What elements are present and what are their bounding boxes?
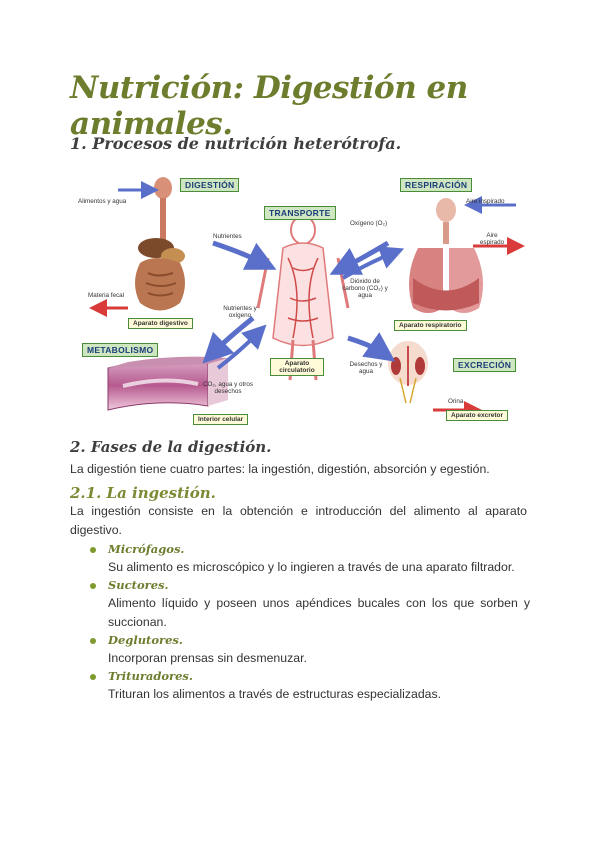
list-item-term: Deglutores. [108, 633, 183, 647]
list-item-desc: Alimento líquido y poseen unos apéndices bucales con los que sorben y succionan. [108, 596, 530, 629]
note-co2-agua: CO₂, agua y otros desechos [202, 381, 254, 395]
section-2-1-heading: 2.1. La ingestión. [70, 484, 216, 502]
note-materia-fecal: Materia fecal [88, 292, 125, 299]
list-item-desc: Su alimento es microscópico y lo ingieren a través de una aparato filtrador. [108, 560, 515, 574]
note-oxigeno: Oxígeno (O₂) [350, 220, 388, 227]
list-item-desc: Incorporan prensas sin desmenuzar. [108, 651, 307, 665]
excretory-system-figure [388, 341, 428, 403]
note-dioxido: Dióxido de carbono (CO₂) y agua [342, 278, 388, 299]
section-1-heading: 1. Procesos de nutrición heterótrofa. [70, 134, 402, 153]
note-nutrientes-oxigeno: Nutrientes y oxígeno [223, 305, 257, 319]
arrow-nutrients-oxygen [213, 318, 253, 353]
section-2-heading: 2. Fases de la digestión. [70, 438, 272, 456]
box-digestion: DIGESTIÓN [180, 178, 239, 192]
note-alimentos: Alimentos y agua [78, 198, 127, 205]
section-2-1-text: La ingestión consiste en la obtención e introducción del alimento al aparato digestivo. [70, 504, 527, 537]
note-aire-inspirado: Aire inspirado [466, 198, 505, 205]
list-item-term: Trituradores. [108, 669, 193, 683]
box-respiracion: RESPIRACIÓN [400, 178, 472, 192]
page-title: Nutrición: Digestión en animales. [70, 70, 468, 142]
label-aparato-circulatorio: Aparato circulatorio [270, 358, 324, 376]
list-item [90, 577, 530, 632]
list-item [90, 541, 530, 577]
arrow-nutrients [213, 243, 263, 263]
bullet-icon [90, 583, 96, 589]
note-nutrientes: Nutrientes [213, 233, 242, 240]
list-item [90, 668, 530, 704]
list-item-desc: Trituran los alimentos a través de estructuras especializadas. [108, 687, 442, 701]
label-aparato-respiratorio: Aparato respiratorio [394, 320, 467, 331]
bullet-icon [90, 638, 96, 644]
arrow-co2-waste [218, 333, 258, 368]
box-transporte: TRANSPORTE [264, 206, 336, 220]
list-item-term: Suctores. [108, 578, 169, 592]
bullet-icon [90, 547, 96, 553]
nutrition-diagram [78, 168, 526, 430]
arrow-waste [348, 338, 383, 353]
label-aparato-digestivo: Aparato digestivo [128, 318, 193, 329]
box-metabolismo: METABOLISMO [82, 343, 158, 357]
label-aparato-excretor: Aparato excretor [446, 410, 508, 421]
list-item [90, 632, 530, 668]
box-excrecion: EXCRECIÓN [453, 358, 516, 372]
note-aire-espirado: Aire espirado [479, 232, 505, 246]
note-orina: Orina [448, 398, 464, 405]
note-desechos-agua: Desechos y agua [349, 361, 383, 375]
bullet-icon [90, 674, 96, 680]
label-interior-celular: Interior celular [193, 414, 248, 425]
list-item-term: Micrófagos. [108, 542, 185, 556]
circulatory-system-figure [258, 216, 348, 380]
ingestion-types-list [90, 541, 530, 704]
respiratory-system-figure [409, 198, 483, 313]
digestive-system-figure [135, 177, 185, 311]
section-2-text: La digestión tiene cuatro partes: la ingestión, digestión, absorción y egestión. [70, 462, 490, 476]
